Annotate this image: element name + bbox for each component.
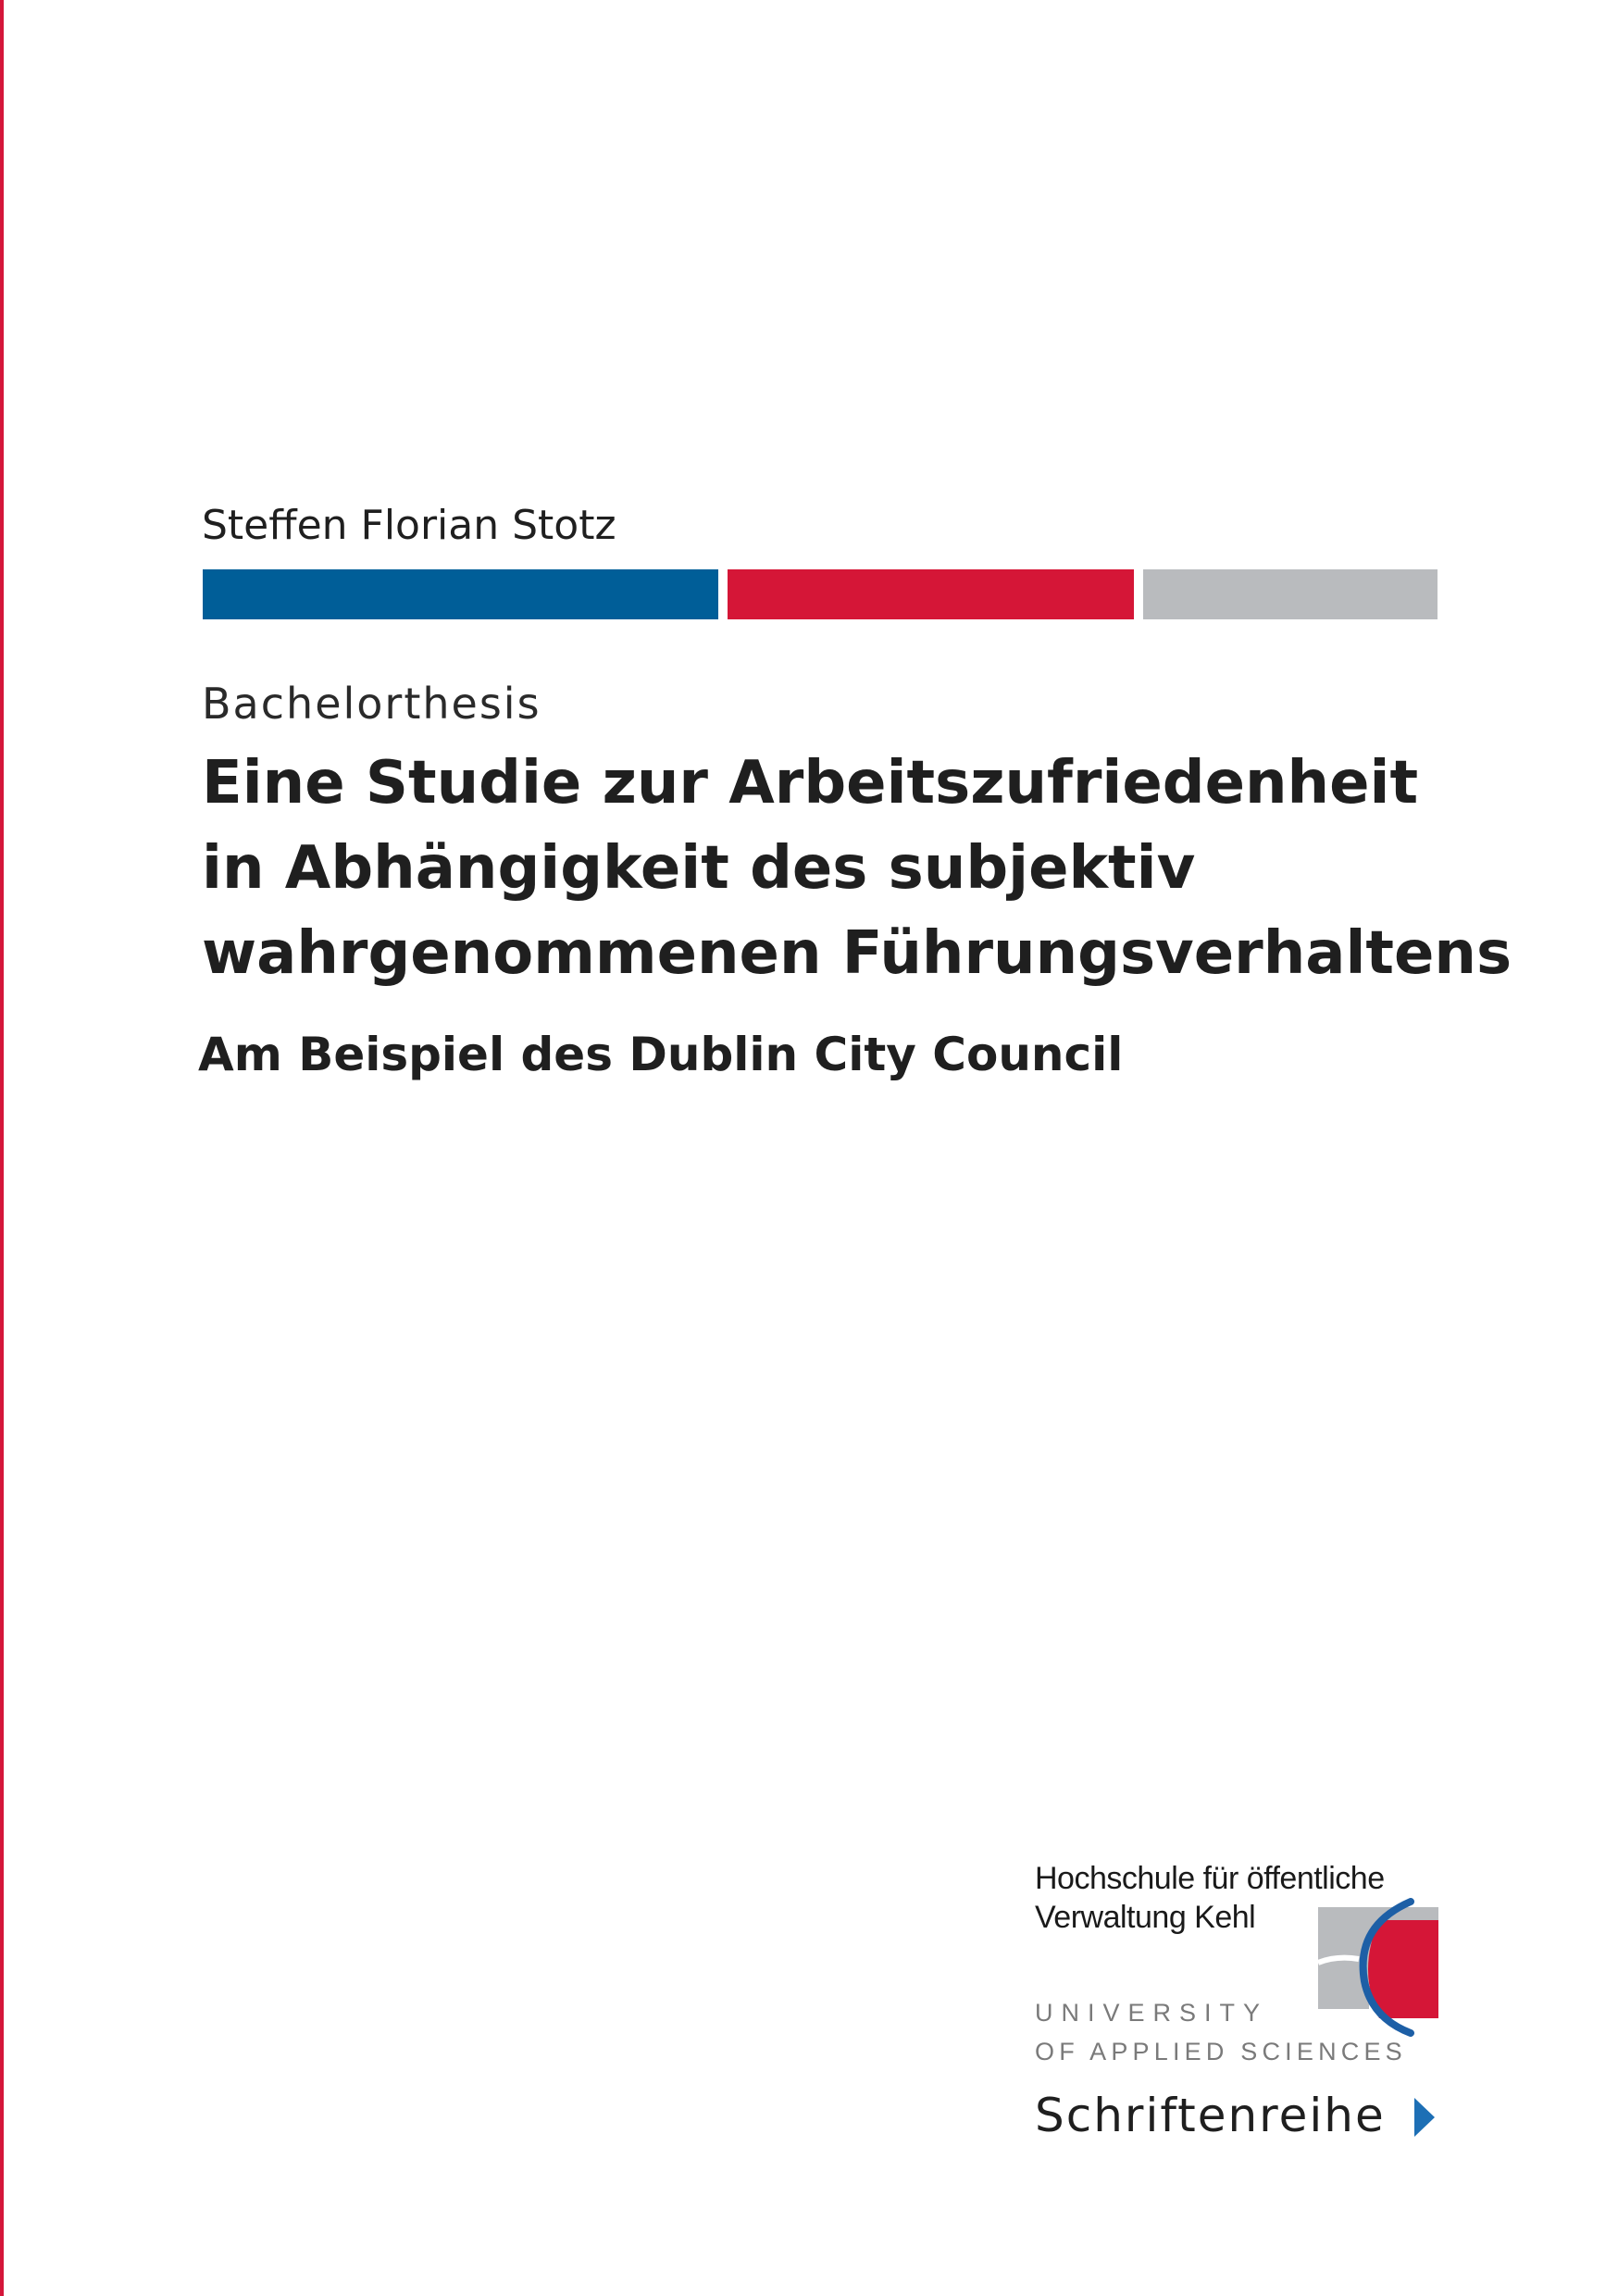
color-bar-red — [728, 569, 1134, 619]
triangle-right-icon — [1413, 2096, 1437, 2139]
title-line: in Abhängigkeit des subjektiv — [202, 834, 1196, 903]
title-line: Eine Studie zur Arbeitszufriedenheit — [202, 749, 1419, 817]
applied-sciences-label: OF APPLIED SCIENCES — [1035, 2038, 1407, 2065]
hochschule-kehl-logo-icon — [1318, 1898, 1438, 2037]
thesis-title — [202, 741, 1512, 996]
institution-name-line: Verwaltung Kehl — [1035, 1900, 1256, 1935]
thesis-subtitle: Am Beispiel des Dublin City Council — [198, 1028, 1124, 1081]
author-name: Steffen Florian Stotz — [202, 502, 616, 549]
color-bar-blue — [203, 569, 718, 619]
title-line: wahrgenommenen Führungsverhaltens — [202, 919, 1512, 988]
left-edge-stripe — [0, 0, 4, 2296]
color-bar-grey — [1143, 569, 1438, 619]
document-type: Bachelorthesis — [202, 679, 541, 729]
university-label: UNIVERSITY — [1035, 1999, 1269, 2027]
institution-name-line: Hochschule für öffentliche — [1035, 1861, 1385, 1896]
series-label: Schriftenreihe — [1035, 2089, 1386, 2142]
